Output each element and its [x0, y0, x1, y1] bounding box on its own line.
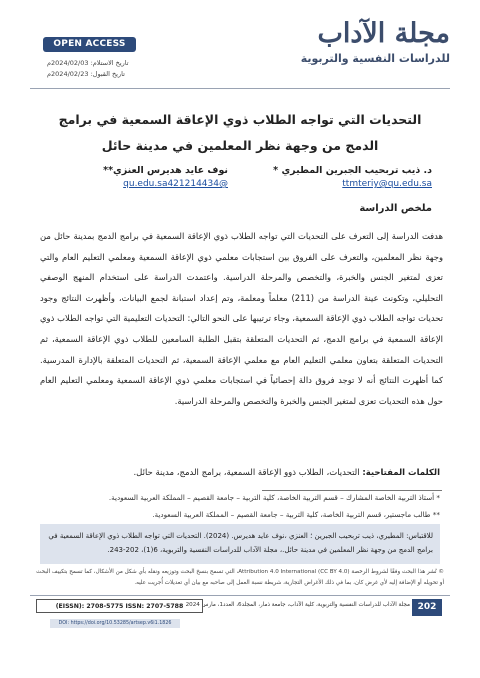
- footnote-divider: [262, 490, 442, 491]
- journal-masthead: [280, 18, 450, 65]
- author-name: د. ذيب تربحيب الجبرين المطيري *: [273, 165, 432, 176]
- article-title: التحديات التي تواجه الطلاب ذوي الإعاقة السمعية في برامج الدمج من وجهة نظر المعلمين في مدينة حائل: [58, 112, 422, 153]
- author-secondary: [103, 165, 228, 189]
- footnote-author1: * أستاذ التربية الخاصة المشارك – قسم التربية الخاصة، كلية التربية – جامعة القصيم – المملكة العربية السعودية.: [108, 493, 440, 502]
- citation-text: للاقتباس: المطيري، ذيب تربحيب الجبرين ؛ العنزي ،نوف عايد هديرس. (2024). التحديات التي تواجه الطلاب ذوي الإعاقة السمعية في برامج الدمج من وجهة نظر المعلمين في مدينة حائل.، مجلة الآداب للدراسات النفسية والتربوية، 6(1)، 202-243.: [48, 532, 433, 554]
- abstract-heading: ملخص الدراسة: [359, 203, 432, 214]
- page-number: 202: [412, 599, 442, 616]
- author-name: نوف عايد هديرس العنزي**: [103, 165, 228, 176]
- keywords-line: [30, 468, 440, 478]
- accepted-date: تاريخ القبول: 2024/02/23م: [47, 70, 125, 78]
- author-email-link[interactable]: ttmteriy@qu.edu.sa: [342, 179, 432, 189]
- keywords-label: الكلمات المفتاحية:: [362, 468, 440, 478]
- header-divider: [30, 88, 450, 89]
- citation-box: [40, 524, 440, 564]
- author-email-link[interactable]: @qu.edu.sa421214434: [123, 179, 228, 189]
- keywords-value: التحديات، الطلاب ذوو الإعاقة السمعية، برامج الدمج، مدينة حائل.: [133, 468, 363, 478]
- author-primary: [273, 165, 432, 189]
- footnote-author2: ** طالب ماجستير، قسم التربية الخاصة، كلية التربية – جامعة القصيم – المملكة العربية السعودية.: [152, 510, 440, 519]
- received-date: تاريخ الاستلام: 2024/02/03م: [47, 59, 129, 67]
- article-dates: [47, 58, 167, 80]
- open-access-badge: OPEN ACCESS: [43, 37, 136, 52]
- journal-issue-info: مجلة الآداب للدراسات النفسية والتربوية، كلية الآداب، جامعة ذمار، المجلد6، العدد1، مارس 2024: [185, 602, 410, 608]
- footer-divider: [30, 595, 450, 596]
- license-notice: © نُشر هذا البحث وفقًا لشروط الرخصة (CC BY 4.0) Attribution 4.0 International، التي تسمح بنسخ البحث وتوزيعه ونقله بأي شكل من الأشكال، كما تسمح بتكييف البحث أو تحويله أو الإضافة إليه لأي غرض كان، بما في ذلك الأغراض التجارية، شريطة نسبة العمل إلى صاحبه مع بيان أي تعديلات أُجريت عليه.: [36, 569, 444, 586]
- journal-name: مجلة الآداب: [317, 18, 450, 49]
- journal-subtitle: للدراسات النفسية والتربوية: [300, 52, 450, 65]
- doi-link[interactable]: DOI: https://doi.org/10.53285/artsep.v6i1.1826: [50, 619, 180, 628]
- abstract-body: هدفت الدراسة إلى التعرف على التحديات التي تواجه الطلاب ذوي الإعاقة السمعية في برامج الدمج بمدينة حائل من وجهة نظر المعلمين، والتعرف على الفروق بين استجابات معلمي ذوي الإعاقة السمعية ومعلمي التعليم العام والتي تعزى لمتغير الجنس والخبرة، والتخصص والمرحلة الدراسية. واعتمدت الدراسة على استخدام المنهج الوصفي التحليلي، وتكونت عينة الدراسة من (211) معلماً ومعلمة، وتم إعداد استبانة لجمع البيانات، وأظهرت النتائج وجود تحديات تواجه الطلاب ذوي الإعاقة السمعية، وجاء ترتيبها على النحو التالي: التحديات التعليمية التي تواجه الطلاب ذوي الإعاقة السمعية في برامج الدمج، ثم التحديات المتعلقة بتقبل الطلبة السامعين للطلاب ذوي الإعاقة السمعية، ثم التحديات المتعلقة بتعاون معلمي التعليم العام مع معلمي الإعاقة السمعية، ثم التحديات المتعلقة بالإدارة المدرسية. كما أظهرت النتائج أنه لا توجد فروق دالة إحصائياً في استجابات معلمي ذوي الإعاقة السمعية ومعلمي التعليم العام حول هذه التحديات تعزى لمتغير الجنس والخبرة والتخصص والمرحلة الدراسية.: [40, 231, 443, 406]
- issn-box: (EISSN): 2708-5775 ISSN: 2707-5788: [36, 599, 203, 613]
